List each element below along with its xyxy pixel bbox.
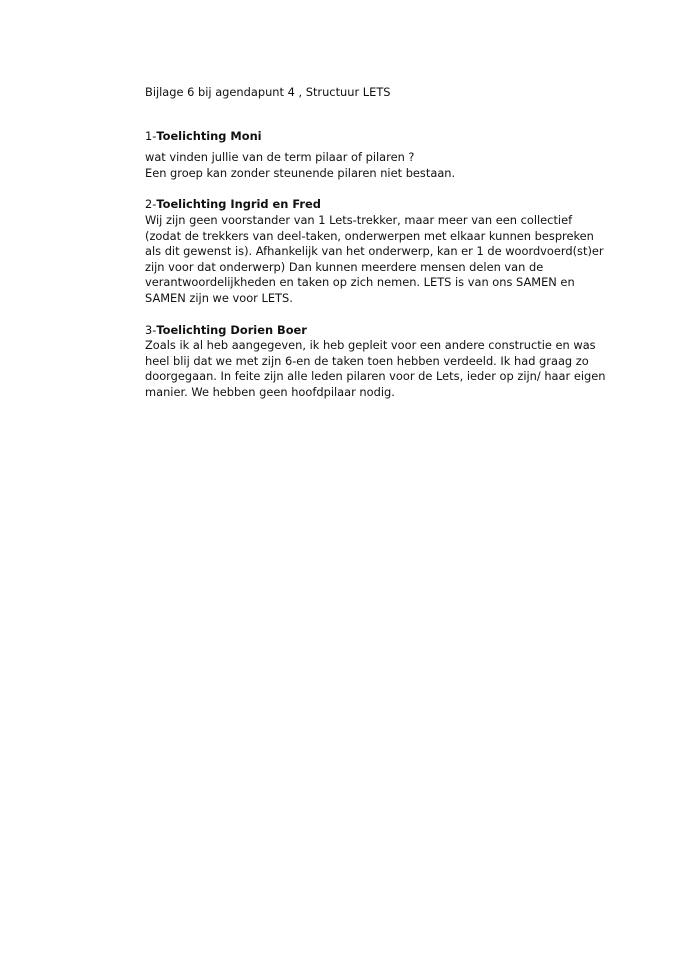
section-title: Toelichting Moni [156, 128, 262, 143]
paragraph-line: (zodat de trekkers van deel-taken, onderwerpen met elkaar kunnen bespreken [145, 228, 594, 243]
paragraph-line: verantwoordelijkheden en taken op zich nemen. LETS is van ons SAMEN en [145, 275, 575, 290]
section-heading [145, 197, 645, 213]
paragraph-line: Een groep kan zonder steunende pilaren niet bestaan. [145, 165, 456, 180]
paragraph-line: Wij zijn geen voorstander van 1 Lets-trekker, maar meer van een collectief [145, 212, 573, 227]
section-title: Toelichting Ingrid en Fred [156, 197, 321, 212]
section-number: 2- [145, 197, 157, 212]
paragraph-line: Zoals ik al heb aangegeven, ik heb gepleit voor een andere constructie en was [145, 338, 596, 353]
paragraph-line: doorgegaan. In feite zijn alle leden pilaren voor de Lets, ieder op zijn/ haar eigen [145, 369, 606, 384]
section-moni [145, 129, 645, 182]
section-heading [145, 323, 645, 339]
document-title: Bijlage 6 bij agendapunt 4 , Structuur LETS [145, 85, 391, 99]
document-body [145, 85, 645, 417]
paragraph-line: als dit gewenst is). Afhankelijk van het onderwerp, kan er 1 de woordvoerd(st)er [145, 244, 604, 259]
paragraph-line: zijn voor dat onderwerp) Dan kunnen meerdere mensen delen van de [145, 259, 544, 274]
section-heading [145, 129, 645, 145]
paragraph-line: SAMEN zijn we voor LETS. [145, 290, 293, 305]
section-dorien-boer [145, 323, 645, 401]
paragraph-line: manier. We hebben geen hoofdpilaar nodig. [145, 384, 395, 399]
paragraph-line: wat vinden jullie van de term pilaar of pilaren ? [145, 150, 415, 165]
section-ingrid-fred [145, 197, 645, 306]
section-number: 3- [145, 322, 157, 337]
section-number: 1- [145, 128, 157, 143]
paragraph-line: heel blij dat we met zijn 6-en de taken toen hebben verdeeld. Ik had graag zo [145, 353, 589, 368]
section-title: Toelichting Dorien Boer [156, 322, 307, 337]
